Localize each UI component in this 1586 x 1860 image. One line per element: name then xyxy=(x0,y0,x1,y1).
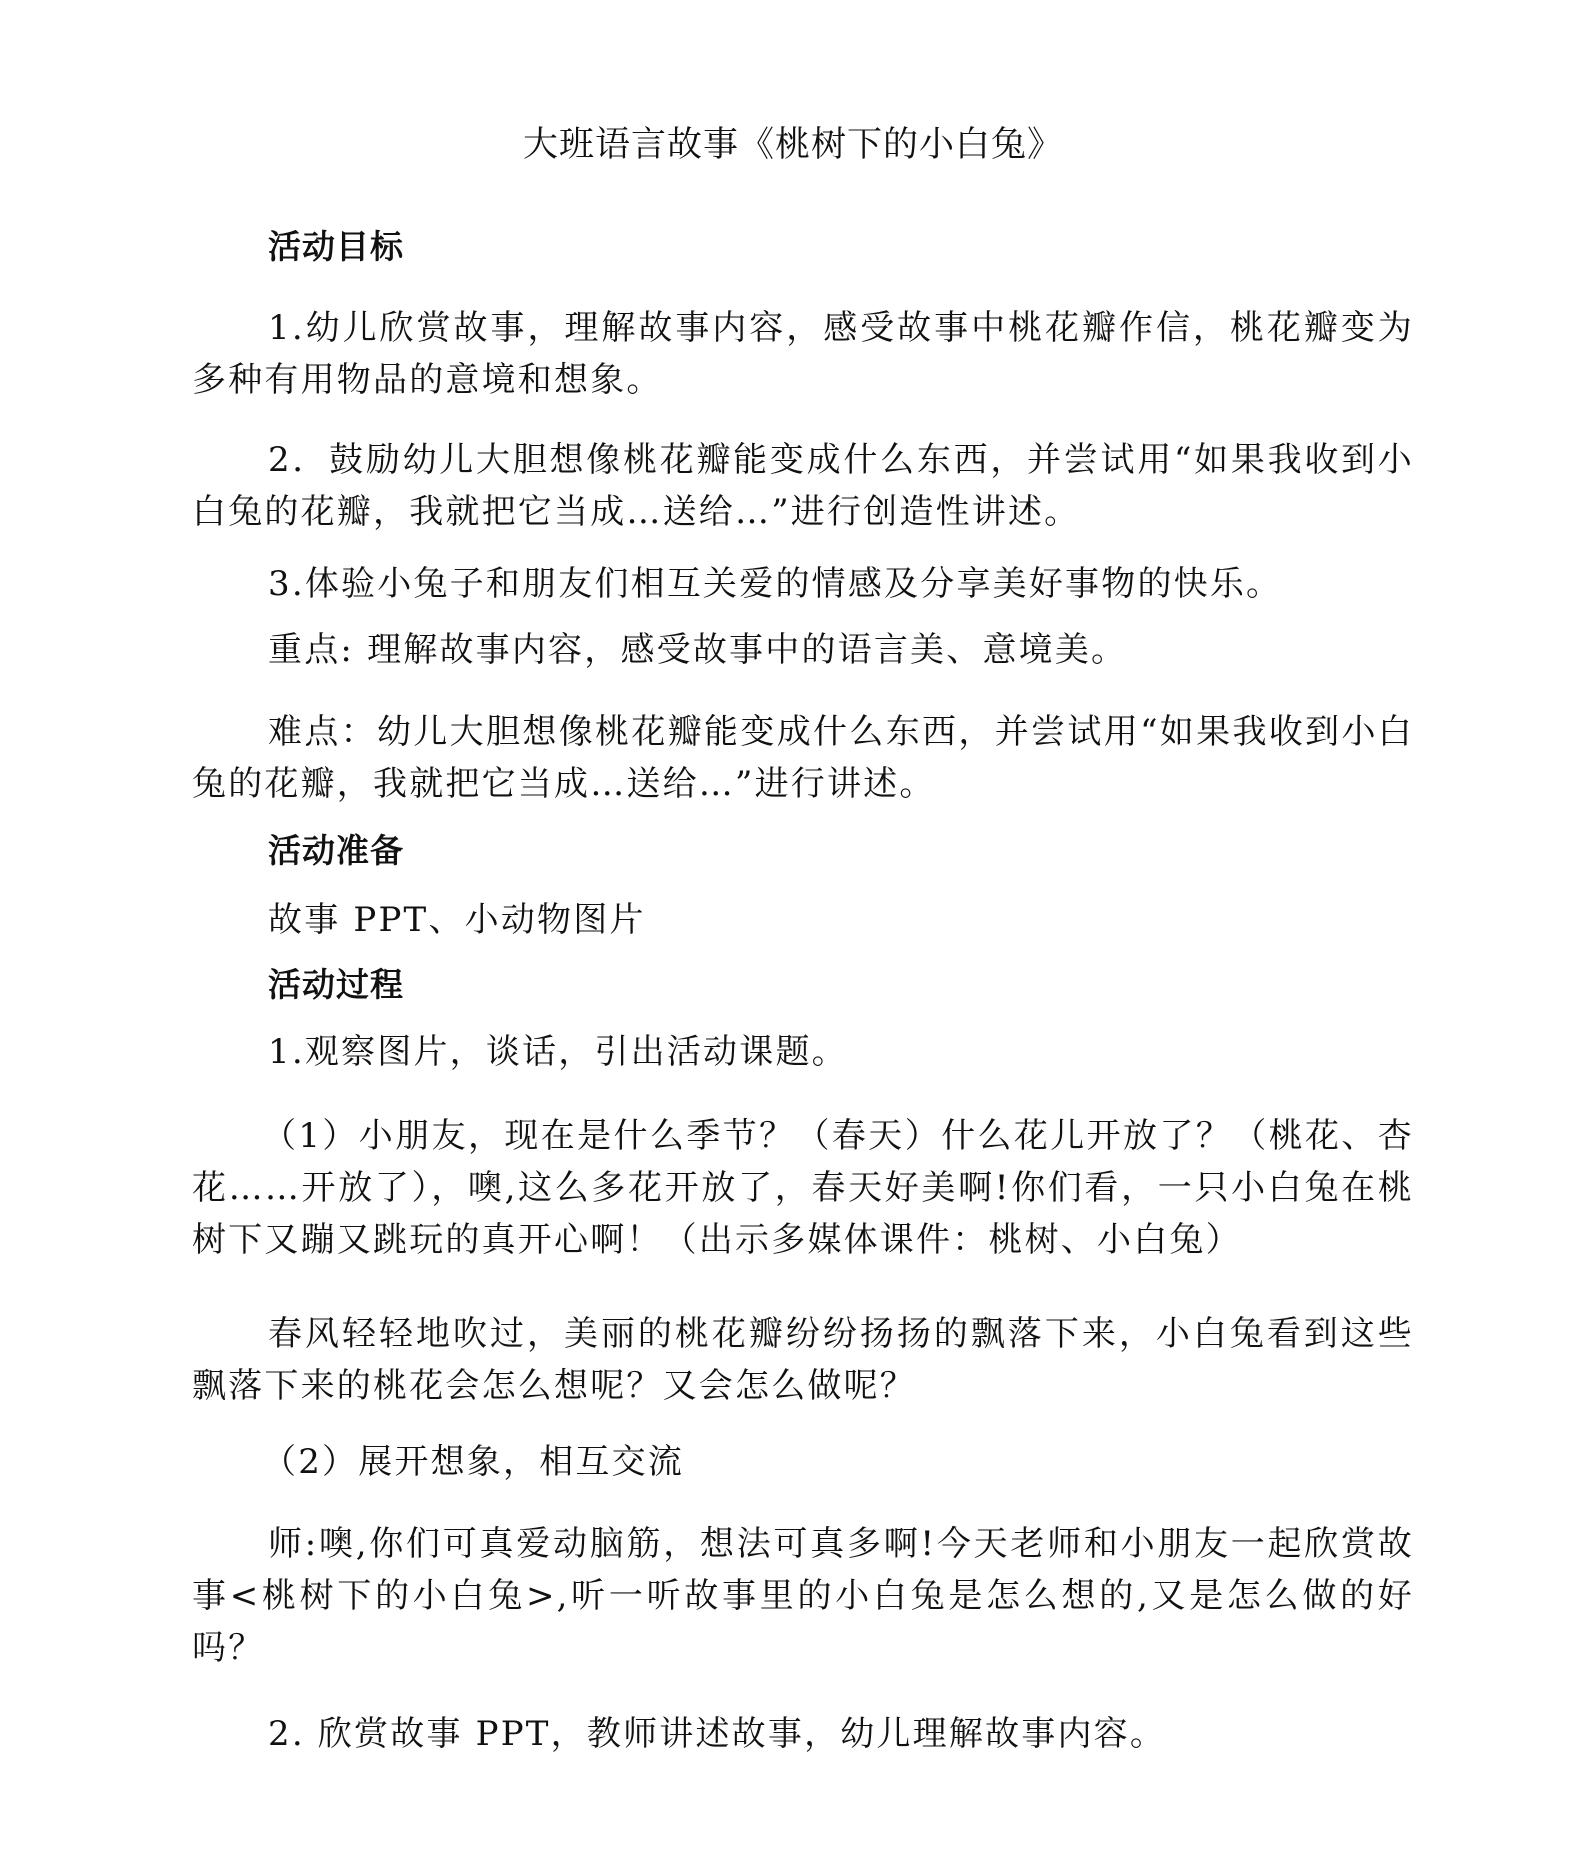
goal-item-2: 2．鼓励幼儿大胆想像桃花瓣能变成什么东西，并尝试用“如果我收到小白兔的花瓣，我就把它当成…送给…”进行创造性讲述。 xyxy=(192,440,1414,532)
section-heading-preparation: 活动准备 xyxy=(268,831,404,870)
process-step-1-2: （2）展开想象，相互交流 xyxy=(262,1442,685,1482)
process-step-1-paragraph: 春风轻轻地吹过，美丽的桃花瓣纷纷扬扬的飘落下来，小白兔看到这些飘落下来的桃花会怎么想呢？又会怎么做呢？ xyxy=(192,1314,1414,1406)
section-heading-goals: 活动目标 xyxy=(268,227,404,266)
difficulty-point: 难点：幼儿大胆想像桃花瓣能变成什么东西，并尝试用“如果我收到小白兔的花瓣，我就把它当成…送给…”进行讲述。 xyxy=(192,712,1414,804)
document-title: 大班语言故事《桃树下的小白兔》 xyxy=(522,125,1063,165)
preparation-text: 故事 PPT、小动物图片 xyxy=(268,900,646,940)
process-step-1-1: （1）小朋友，现在是什么季节？（春天）什么花儿开放了？（桃花、杏花……开放了），噢,这么多花开放了，春天好美啊!你们看，一只小白兔在桃树下又蹦又跳玩的真开心啊！（出示多媒体课件：桃树、小白兔） xyxy=(192,1116,1414,1260)
process-step-2: 2. 欣赏故事 PPT，教师讲述故事，幼儿理解故事内容。 xyxy=(268,1714,1167,1754)
process-step-1: 1.观察图片，谈话，引出活动课题。 xyxy=(268,1032,848,1072)
goal-item-3: 3.体验小兔子和朋友们相互关爱的情感及分享美好事物的快乐。 xyxy=(268,564,1283,604)
teacher-dialogue: 师:噢,你们可真爱动脑筋，想法可真多啊!今天老师和小朋友一起欣赏故事<桃树下的小白兔>,听一听故事里的小白兔是怎么想的,又是怎么做的好吗？ xyxy=(192,1524,1414,1668)
section-heading-process: 活动过程 xyxy=(268,965,404,1004)
key-point: 重点: 理解故事内容，感受故事中的语言美、意境美。 xyxy=(268,630,1128,670)
goal-item-1: 1.幼儿欣赏故事，理解故事内容，感受故事中桃花瓣作信，桃花瓣变为多种有用物品的意境和想象。 xyxy=(192,308,1414,400)
